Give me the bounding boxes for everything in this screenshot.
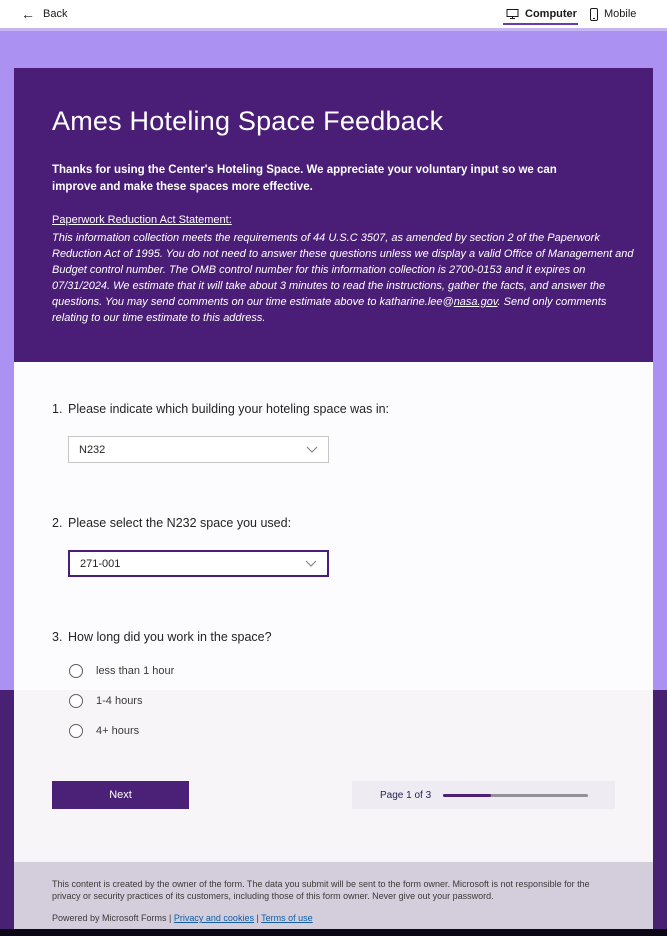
radio-button-icon[interactable]: [69, 664, 83, 678]
question-2-dropdown-value: 271-001: [80, 557, 121, 570]
form-title: Ames Hoteling Space Feedback: [52, 106, 444, 136]
progress-fill: [443, 794, 491, 797]
radio-button-icon[interactable]: [69, 724, 83, 738]
bottom-dark-strip: [0, 929, 667, 936]
chevron-down-icon: [306, 446, 318, 453]
topbar-accent-line: [0, 28, 667, 31]
terms-of-use-link[interactable]: Terms of use: [261, 913, 313, 923]
form-body: [14, 362, 653, 862]
mobile-phone-icon: [590, 8, 598, 21]
privacy-and-cookies-link[interactable]: Privacy and cookies: [173, 913, 254, 923]
tab-mobile-preview[interactable]: [590, 0, 636, 28]
progress-bar-track: [443, 794, 588, 797]
next-button[interactable]: Next: [52, 781, 189, 809]
pra-statement-heading: Paperwork Reduction Act Statement:: [52, 214, 232, 226]
question-2-number: 2.: [52, 516, 63, 530]
question-3-option-2[interactable]: [69, 693, 142, 708]
question-1-dropdown-value: N232: [79, 443, 106, 456]
pra-statement-body: [52, 230, 638, 326]
radio-option-label: 4+ hours: [96, 724, 140, 737]
question-1-label: [52, 402, 389, 416]
radio-button-icon[interactable]: [69, 694, 83, 708]
question-3-text: How long did you work in the space?: [68, 630, 272, 644]
footer-powered-by: [52, 913, 313, 923]
question-3-option-3[interactable]: [69, 723, 139, 738]
back-button[interactable]: [21, 0, 67, 28]
question-2-text: Please select the N232 space you used:: [68, 516, 292, 530]
monitor-icon: [506, 8, 519, 20]
pra-body-text-after: . Send only comments relating to our time estimate to this address.: [52, 296, 607, 324]
question-1-text: Please indicate which building your hoteling space was in:: [68, 402, 390, 416]
radio-option-label: less than 1 hour: [96, 664, 175, 677]
form-footer: [14, 862, 653, 929]
pra-body-text-before: This information collection meets the requirements of 44 U.S.C 3507, as amended by section 2 of the Paperwork Reduction Act of 1995. You do not need to answer these questions unless we display a valid Office of Management and Budget control number. The OMB control number for this information collection is 2700-0153 and it expires on 07/31/2024. We estimate that it will take about 3 minutes to read the instructions, gather the facts, and answer the questions. You may send comments on our time estimate above to katharine.lee@: [52, 232, 634, 308]
powered-by-text: Powered by Microsoft Forms: [52, 913, 167, 923]
question-1-dropdown[interactable]: [68, 436, 329, 463]
question-3-number: 3.: [52, 630, 63, 644]
back-label: Back: [43, 8, 68, 20]
back-arrow-icon: ←: [21, 6, 35, 22]
form-intro-text: Thanks for using the Center's Hoteling Space. We appreciate your voluntary input so we can improve and make these spaces more effective.: [52, 164, 557, 193]
nasa-gov-link[interactable]: nasa.gov: [453, 296, 498, 308]
question-3-option-1[interactable]: [69, 663, 174, 678]
footer-separator: |: [256, 913, 259, 923]
question-2-dropdown[interactable]: [68, 550, 329, 577]
question-3-label: [52, 630, 272, 644]
form-header: [14, 68, 653, 362]
footer-disclaimer: This content is created by the owner of the form. The data you submit will be sent to the form owner. Microsoft is not responsible for the privacy or security practices of its customers, including those of this form owner. Never give out your password.: [52, 879, 590, 901]
question-1-number: 1.: [52, 402, 63, 416]
tab-computer-label: Computer: [525, 8, 577, 20]
chevron-down-icon: [305, 560, 317, 567]
computer-tab-active-underline: [503, 23, 578, 25]
page-indicator: Page 1 of 3: [380, 789, 432, 801]
footer-separator: |: [169, 913, 172, 923]
pagination-progress: [352, 781, 615, 809]
question-2-label: [52, 516, 291, 530]
radio-option-label: 1-4 hours: [96, 694, 143, 707]
tab-mobile-label: Mobile: [604, 8, 637, 20]
